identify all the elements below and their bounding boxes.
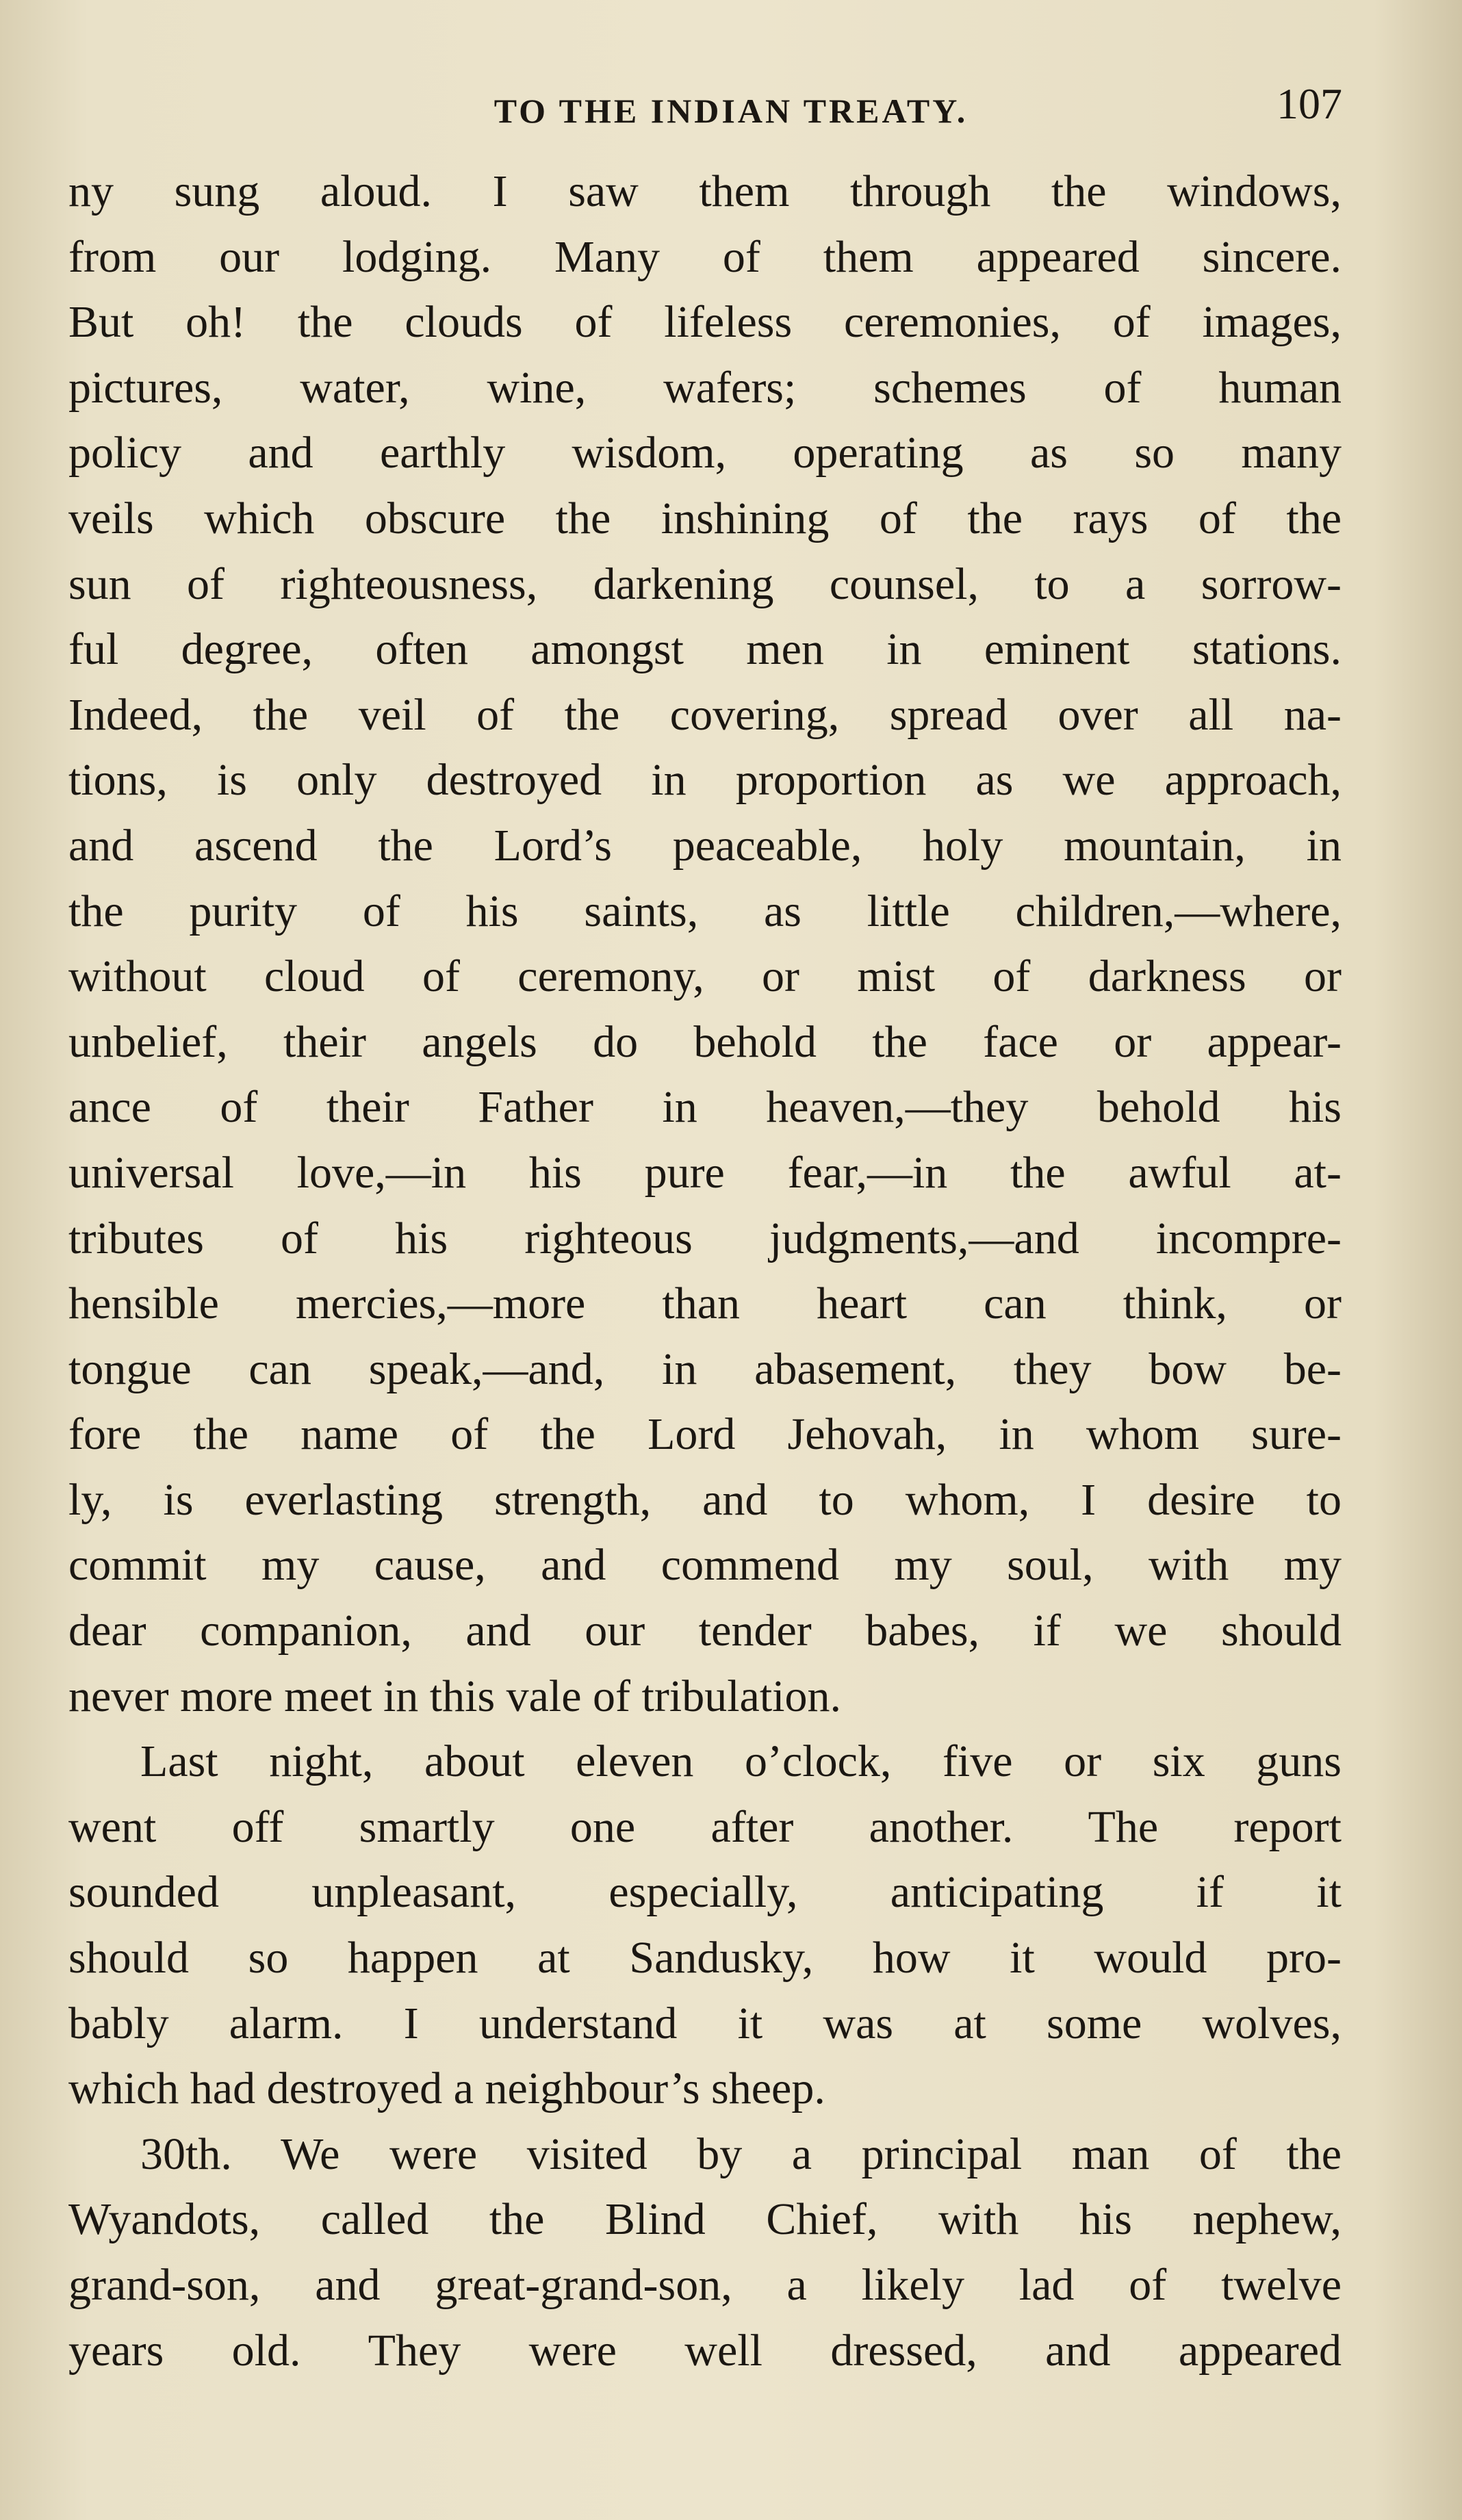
text-line: Wyandots, called the Blind Chief, with his nephew, (68, 2194, 1342, 2245)
text-line: Indeed, the veil of the covering, spread over all na- (68, 689, 1342, 740)
running-title: TO THE INDIAN TREATY. (493, 92, 969, 130)
text-line: commit my cause, and commend my soul, with my (68, 1540, 1342, 1591)
text-line: But oh! the clouds of lifeless ceremonies, of images, (68, 297, 1342, 348)
text-line: hensible mercies,—more than heart can think, or (68, 1278, 1342, 1329)
text-line: fore the name of the Lord Jehovah, in whom sure- (68, 1409, 1342, 1460)
text-line: which had destroyed a neighbour’s sheep. (68, 2063, 825, 2114)
text-line: and ascend the Lord’s peaceable, holy mountain, in (68, 820, 1342, 871)
text-line: veils which obscure the inshining of the rays of the (68, 493, 1342, 543)
text-line: dear companion, and our tender babes, if we should (68, 1606, 1342, 1656)
running-head (82, 79, 1380, 140)
text-line: went off smartly one after another. The report (68, 1801, 1342, 1852)
text-line: unbelief, their angels do behold the face or appear- (68, 1016, 1342, 1067)
text-line: never more meet in this vale of tribulation. (68, 1671, 841, 1721)
text-line: universal love,—in his pure fear,—in the awful at- (68, 1147, 1342, 1198)
text-line: ly, is everlasting strength, and to whom, I desire to (68, 1474, 1342, 1525)
text-line: bably alarm. I understand it was at some wolves, (68, 1998, 1342, 2048)
text-line: policy and earthly wisdom, operating as so many (68, 428, 1342, 478)
text-line: 30th. We were visited by a principal man of the (140, 2129, 1342, 2179)
text-line: ful degree, often amongst men in eminent stations. (68, 624, 1342, 675)
text-line: sun of righteousness, darkening counsel, to a sorrow- (68, 558, 1342, 609)
text-line: ance of their Father in heaven,—they behold his (68, 1082, 1342, 1133)
text-line: tributes of his righteous judgments,—and incompre- (68, 1213, 1342, 1263)
text-line: tongue can speak,—and, in abasement, they bow be- (68, 1343, 1342, 1394)
text-line: grand-son, and great-grand-son, a likely lad of twelve (68, 2260, 1342, 2310)
text-line: should so happen at Sandusky, how it would pro- (68, 1933, 1342, 1983)
text-line: without cloud of ceremony, or mist of darkness or (68, 951, 1342, 1002)
text-line: the purity of his saints, as little children,—where, (68, 886, 1342, 936)
page-number: 107 (1277, 79, 1342, 128)
text-line: from our lodging. Many of them appeared sincere. (68, 231, 1342, 282)
body-text (68, 159, 1342, 2383)
text-line: sounded unpleasant, especially, anticipating if it (68, 1867, 1342, 1918)
text-line: years old. They were well dressed, and appeared (68, 2325, 1342, 2376)
text-line: ny sung aloud. I saw them through the windows, (68, 166, 1342, 216)
text-line: Last night, about eleven o’clock, five or six guns (140, 1736, 1342, 1787)
text-line: tions, is only destroyed in proportion as we approach, (68, 755, 1342, 806)
text-line: pictures, water, wine, wafers; schemes of human (68, 362, 1342, 413)
